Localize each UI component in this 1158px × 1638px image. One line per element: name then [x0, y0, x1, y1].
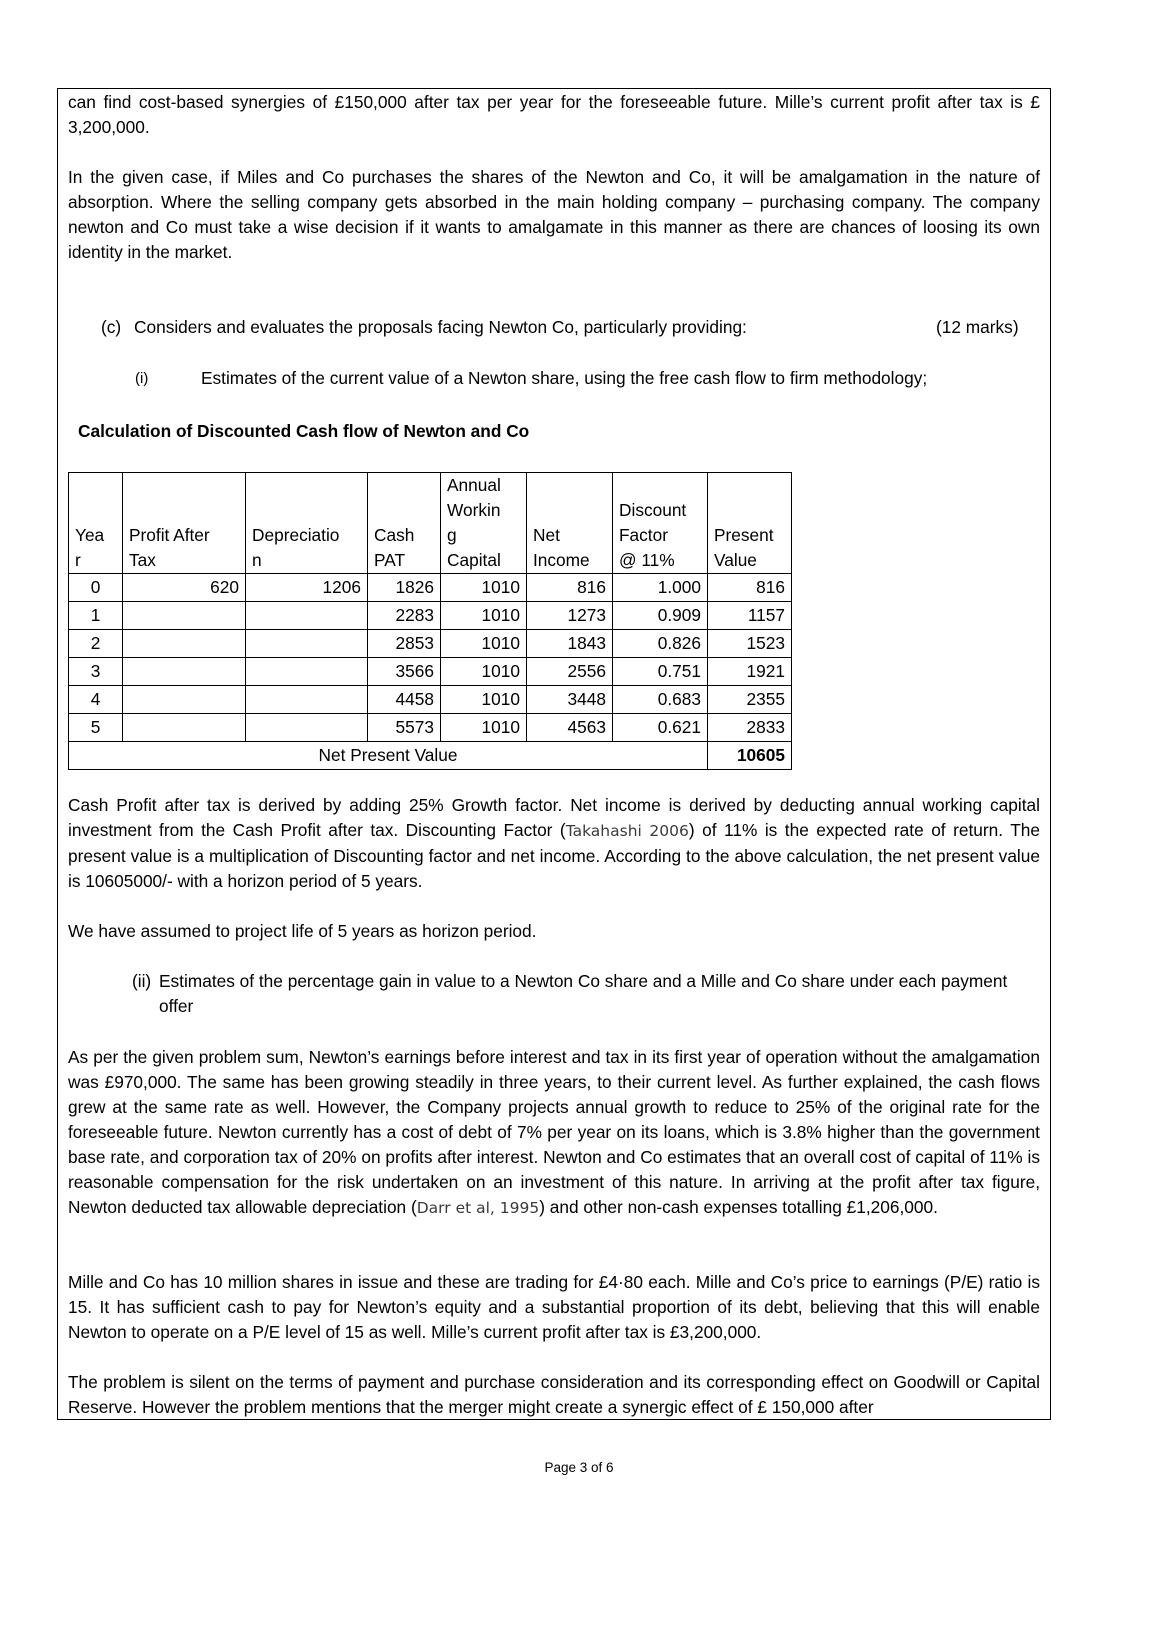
column-header-line: Workin — [447, 500, 501, 520]
total-row — [69, 742, 792, 770]
table-cell — [246, 714, 368, 742]
column-header-line: r — [75, 550, 81, 570]
column-header-line: g — [447, 525, 457, 545]
table-cell: 1010 — [441, 602, 527, 630]
column-header — [368, 473, 441, 574]
table-cell: 816 — [527, 574, 613, 602]
column-header-line: PAT — [374, 550, 406, 570]
question-c-label: (c) — [101, 317, 122, 337]
table-cell — [246, 630, 368, 658]
table-cell: 3 — [69, 658, 123, 686]
table-cell: 5573 — [368, 714, 441, 742]
column-header — [708, 473, 792, 574]
table-cell: 4563 — [527, 714, 613, 742]
table-cell: 0.621 — [613, 714, 708, 742]
question-ii-text: Estimates of the percentage gain in value to a Newton Co share and a Mille and Co share under each payment offer — [159, 971, 1008, 1016]
table-cell: 0.683 — [613, 686, 708, 714]
paragraph-text: ) of 11% is the expected rate of return. The present value is a multiplication of Discounting factor and net income. According to the above calculation, the net present value is 10605000/- with a horizon period of 5 years. — [68, 820, 1040, 891]
dcf-table — [68, 472, 792, 770]
answer-box — [57, 88, 1051, 1420]
table-cell: 1523 — [708, 630, 792, 658]
table-cell: 1010 — [441, 658, 527, 686]
table-cell — [123, 602, 246, 630]
continuation-paragraph: can find cost-based synergies of £150,000 after tax per year for the foreseeable future. Mille’s current profit after tax is £ 3,200,000. — [68, 92, 1040, 137]
column-header — [613, 473, 708, 574]
table-header-row — [69, 473, 792, 574]
table-row — [69, 574, 792, 602]
table-cell: 2283 — [368, 602, 441, 630]
table-cell: 5 — [69, 714, 123, 742]
table-cell: 0.909 — [613, 602, 708, 630]
question-i-label: (i) — [135, 370, 149, 387]
table-row — [69, 686, 792, 714]
table-cell — [123, 658, 246, 686]
total-label: Net Present Value — [69, 742, 708, 770]
table-cell: 1010 — [441, 686, 527, 714]
table-cell — [246, 686, 368, 714]
table-cell: 2355 — [708, 686, 792, 714]
paragraph-text: Cash Profit after tax is derived by adding 25% Growth factor. Net income is derived by deducting annual working capital investment from the Cash Profit after tax. Discounting Factor ( — [68, 795, 1040, 840]
table-cell: 3566 — [368, 658, 441, 686]
table-cell: 1010 — [441, 630, 527, 658]
total-value: 10605 — [708, 742, 792, 770]
column-header-line: Factor — [619, 525, 668, 545]
newton-paragraph — [68, 1045, 1040, 1221]
column-header-line: @ 11% — [619, 550, 675, 570]
table-row — [69, 630, 792, 658]
mille-paragraph: Mille and Co has 10 million shares in issue and these are trading for £4·80 each. Mille and Co’s price to earnings (P/E) ratio is 15. It has sufficient cash to pay for Newton’s equity and a substantial proportion of its debt, believing that this will enable Newton to operate on a P/E level of 15 as well. Mille’s current profit after tax is £3,200,000. — [68, 1272, 1040, 1342]
table-title: Calculation of Discounted Cash flow of Newton and Co — [78, 421, 530, 441]
column-header — [246, 473, 368, 574]
table-cell — [246, 658, 368, 686]
column-header-line: n — [252, 550, 262, 570]
column-header — [69, 473, 123, 574]
table-cell: 1826 — [368, 574, 441, 602]
amalgamation-paragraph: In the given case, if Miles and Co purchases the shares of the Newton and Co, it will be amalgamation in the nature of absorption. Where the selling company gets absorbed in the main holding company – purchasing company. The company newton and Co must take a wise decision if it wants to amalgamate in this manner as there are chances of loosing its own identity in the market. — [68, 167, 1040, 262]
table-cell: 1273 — [527, 602, 613, 630]
table-row — [69, 714, 792, 742]
column-header-line: Income — [533, 550, 590, 570]
silent-paragraph: The problem is silent on the terms of payment and purchase consideration and its corresponding effect on Goodwill or Capital Reserve. However the problem mentions that the merger might create a synergic effect of £ 150,000 after — [68, 1372, 1040, 1417]
table-cell: 620 — [123, 574, 246, 602]
table-cell: 1010 — [441, 714, 527, 742]
table-cell: 1.000 — [613, 574, 708, 602]
paragraph-text: As per the given problem sum, Newton’s earnings before interest and tax in its first year of operation without the amalgamation was £970,000. The same has been growing steadily in three years, to their current level. As further explained, the cash flows grew at the same rate as well. However, the Company projects annual growth to reduce to 25% of the original rate for the foreseeable future. Newton currently has a cost of debt of 7% per year on its loans, which is 3.8% higher than the government base rate, and corporation tax of 20% on profits after interest. Newton and Co estimates that an overall cost of capital of 11% is reasonable compensation for the risk undertaken on an investment of this nature. In arriving at the profit after tax figure, Newton deducted tax allowable depreciation ( — [68, 1047, 1040, 1217]
table-cell: 0 — [69, 574, 123, 602]
question-c-marks: (12 marks) — [936, 317, 1019, 337]
table-cell: 4458 — [368, 686, 441, 714]
column-header-line: Discount — [619, 500, 687, 520]
table-cell: 3448 — [527, 686, 613, 714]
column-header-line: Capital — [447, 550, 501, 570]
question-ii-label: (ii) — [132, 971, 152, 991]
question-c-text: Considers and evaluates the proposals facing Newton Co, particularly providing: — [134, 317, 747, 337]
citation-takahashi: Takahashi 2006 — [565, 822, 689, 840]
table-cell: 2556 — [527, 658, 613, 686]
column-header-line: Depreciatio — [252, 525, 340, 545]
table-cell: 1206 — [246, 574, 368, 602]
table-row — [69, 658, 792, 686]
table-cell: 1921 — [708, 658, 792, 686]
table-cell: 0.751 — [613, 658, 708, 686]
column-header-line: Tax — [129, 550, 156, 570]
horizon-paragraph: We have assumed to project life of 5 years as horizon period. — [68, 921, 537, 941]
table-row — [69, 602, 792, 630]
column-header-line: Annual — [447, 475, 501, 495]
page-number: Page 3 of 6 — [544, 1460, 614, 1475]
table-cell: 2853 — [368, 630, 441, 658]
column-header — [527, 473, 613, 574]
table-cell: 1 — [69, 602, 123, 630]
cash-profit-paragraph — [68, 793, 1040, 894]
column-header-line: Profit After — [129, 525, 210, 545]
column-header — [441, 473, 527, 574]
question-i-text: Estimates of the current value of a Newton share, using the free cash flow to firm methodology; — [201, 368, 928, 388]
column-header-line: Yea — [75, 525, 105, 545]
table-cell: 816 — [708, 574, 792, 602]
column-header-line: Present — [714, 525, 774, 545]
column-header-line: Value — [714, 550, 757, 570]
table-cell — [246, 602, 368, 630]
citation-darr: Darr et al, 1995 — [416, 1199, 540, 1217]
table-cell: 0.826 — [613, 630, 708, 658]
column-header-line: Net — [533, 525, 560, 545]
table-cell: 1157 — [708, 602, 792, 630]
table-cell — [123, 686, 246, 714]
column-header-line: Cash — [374, 525, 415, 545]
table-cell — [123, 630, 246, 658]
table-cell: 2 — [69, 630, 123, 658]
table-cell: 2833 — [708, 714, 792, 742]
table-cell — [123, 714, 246, 742]
paragraph-text: ) and other non-cash expenses totalling £1,206,000. — [539, 1197, 938, 1217]
table-cell: 4 — [69, 686, 123, 714]
column-header — [123, 473, 246, 574]
table-cell: 1010 — [441, 574, 527, 602]
table-cell: 1843 — [527, 630, 613, 658]
